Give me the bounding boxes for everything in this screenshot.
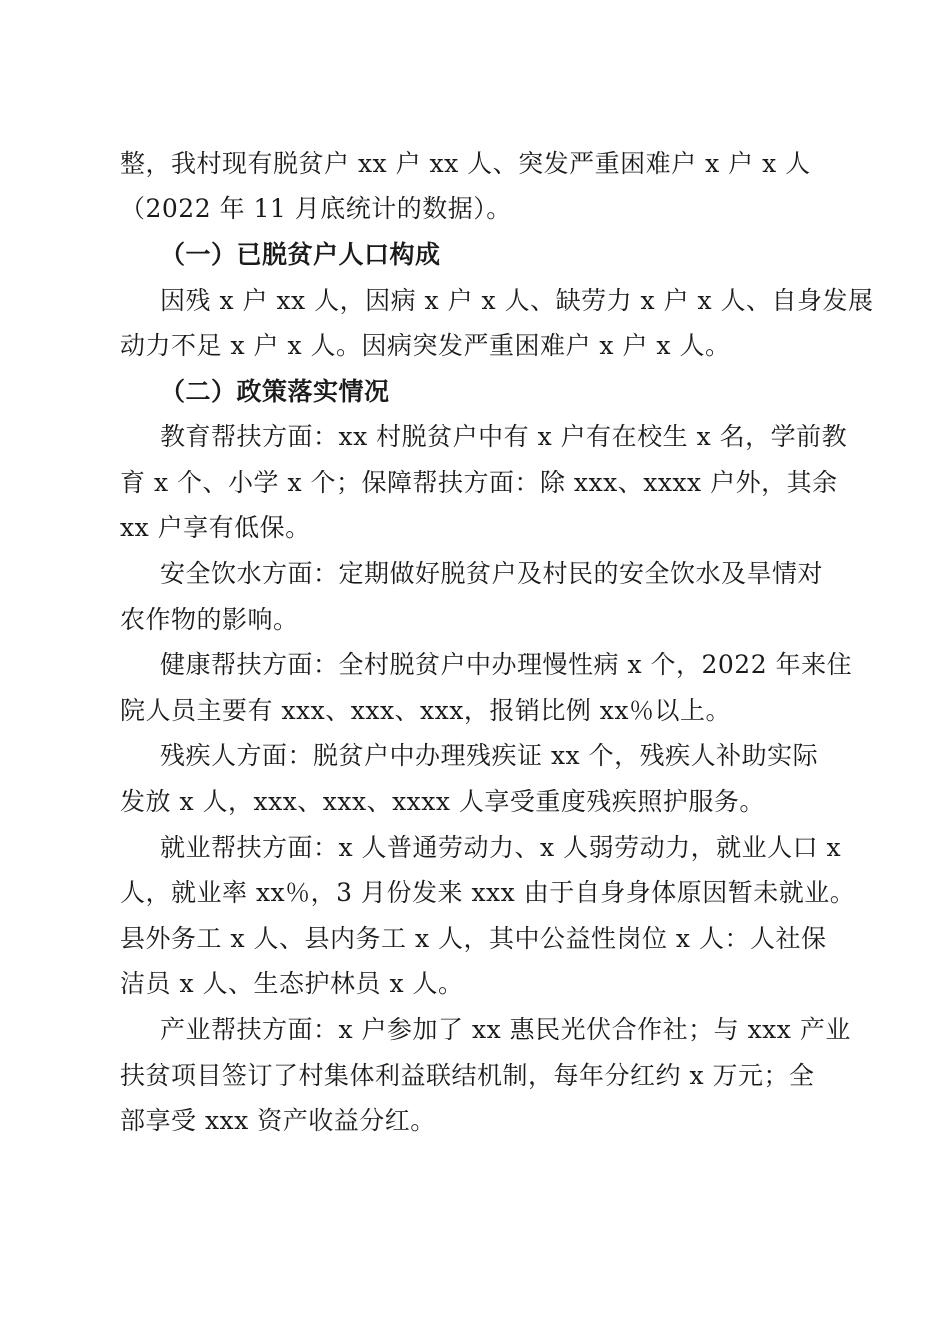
- paragraph-line: 教育帮扶方面：xx 村脱贫户中有 x 户有在校生 x 名，学前教: [160, 422, 848, 451]
- paragraph-line: xx 户享有低保。: [120, 513, 311, 542]
- paragraph-line: 人，就业率 xx％，3 月份发来 xxx 由于自身身体原因暂未就业。: [120, 878, 856, 907]
- paragraph-line: 县外务工 x 人、县内务工 x 人，其中公益性岗位 x 人：人社保: [120, 924, 827, 953]
- paragraph-line: 农作物的影响。: [120, 605, 299, 634]
- paragraph-line: 洁员 x 人、生态护林员 x 人。: [120, 969, 464, 998]
- paragraph-line: 动力不足 x 户 x 人。因病突发严重困难户 x 户 x 人。: [120, 331, 731, 360]
- paragraph-line: 健康帮扶方面：全村脱贫户中办理慢性病 x 个，2022 年来住: [160, 650, 853, 679]
- section-heading: （二）政策落实情况: [160, 377, 390, 406]
- paragraph-line: （2022 年 11 月底统计的数据）。: [120, 194, 512, 223]
- paragraph-line: 部享受 xxx 资产收益分红。: [120, 1106, 436, 1135]
- paragraph-line: 育 x 个、小学 x 个；保障帮扶方面：除 xxx、xxxx 户外，其余: [120, 468, 838, 497]
- paragraph-line: 整，我村现有脱贫户 xx 户 xx 人、突发严重困难户 x 户 x 人: [120, 149, 811, 178]
- paragraph-line: 产业帮扶方面：x 户参加了 xx 惠民光伏合作社；与 xxx 产业: [160, 1015, 851, 1044]
- paragraph-line: 安全饮水方面：定期做好脱贫户及村民的安全饮水及旱情对: [160, 559, 824, 588]
- paragraph-line: 因残 x 户 xx 人，因病 x 户 x 人、缺劳力 x 户 x 人、自身发展: [160, 286, 874, 315]
- paragraph-line: 发放 x 人，xxx、xxx、xxxx 人享受重度残疾照护服务。: [120, 787, 765, 816]
- paragraph-line: 院人员主要有 xxx、xxx、xxx，报销比例 xx％以上。: [120, 696, 731, 725]
- paragraph-line: 残疾人方面：脱贫户中办理残疾证 xx 个，残疾人补助实际: [160, 741, 819, 770]
- paragraph-line: 就业帮扶方面：x 人普通劳动力、x 人弱劳动力，就业人口 x: [160, 833, 842, 862]
- section-heading: （一）已脱贫户人口构成: [160, 240, 441, 269]
- paragraph-line: 扶贫项目签订了村集体利益联结机制，每年分红约 x 万元；全: [120, 1061, 815, 1090]
